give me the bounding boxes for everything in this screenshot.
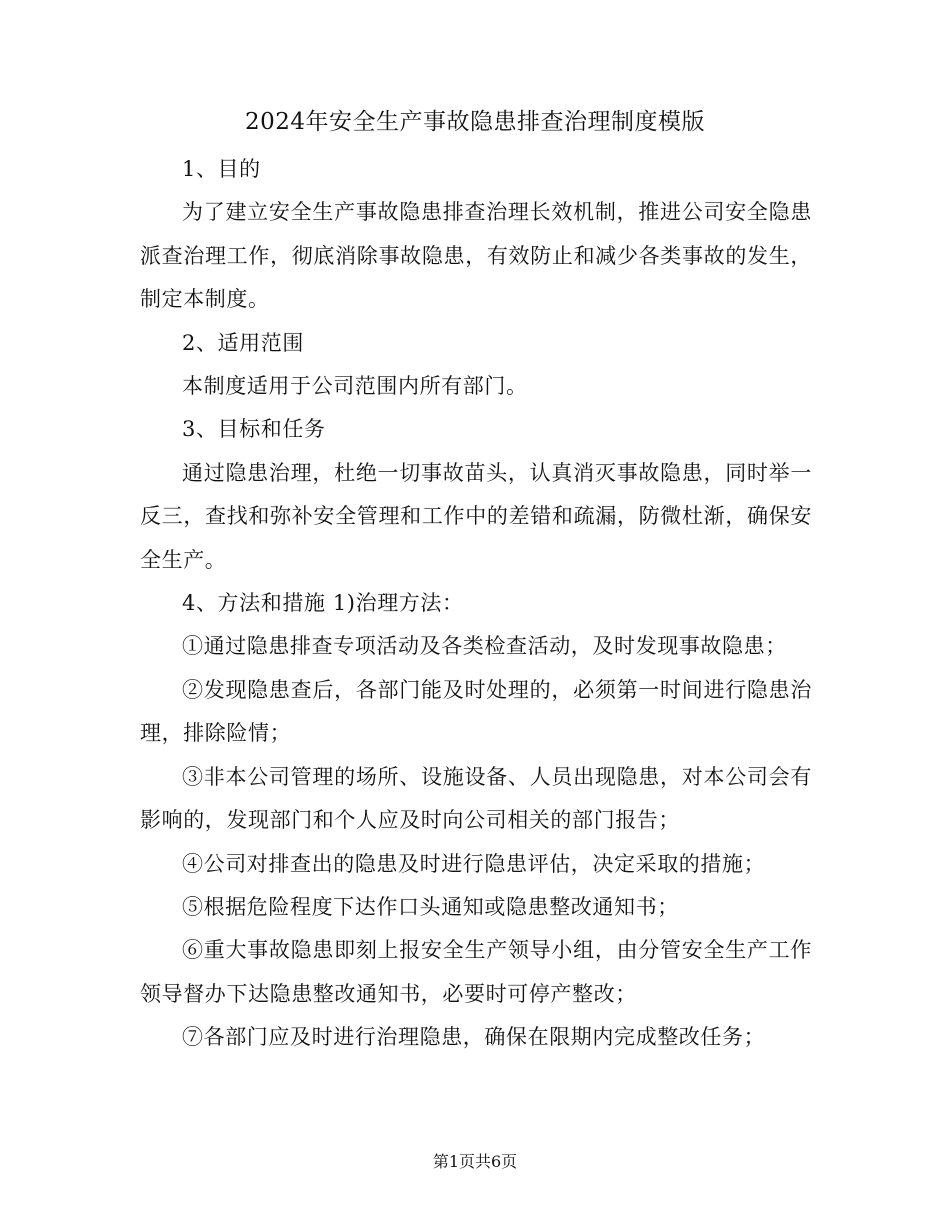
list-item-3: ③非本公司管理的场所、设施设备、人员出现隐患，对本公司会有影响的，发现部门和个人应及时向公司相关的部门报告； [140,764,812,833]
paragraph-scope: 本制度适用于公司范围内所有部门。 [182,374,528,399]
section-heading-goals: 3、目标和任务 [182,417,326,442]
paragraph-goals: 通过隐患治理，杜绝一切事故苗头，认真消灭事故隐患，同时举一反三，查找和弥补安全管理和工作中的差错和疏漏，防微杜渐，确保安全生产。 [140,460,812,572]
section-heading-scope: 2、适用范围 [182,330,304,355]
section-heading-methods: 4、方法和措施 1)治理方法： [182,591,464,616]
page-number-footer: 第1页共6页 [432,1152,518,1171]
list-item-2: ②发现隐患查后，各部门能及时处理的，必须第一时间进行隐患治理，排除险情； [140,677,812,746]
list-item-1: ①通过隐患排查专项活动及各类检查活动，及时发现事故隐患； [182,634,787,659]
list-item-6: ⑥重大事故隐患即刻上报安全生产领导小组，由分管安全生产工作领导督办下达隐患整改通知书，必要时可停产整改； [140,938,812,1006]
section-heading-purpose: 1、目的 [182,157,261,181]
list-item-4: ④公司对排查出的隐患及时进行隐患评估，决定采取的措施； [182,851,766,876]
document-title: 2024年安全生产事故隐患排查治理制度模版 [244,109,706,135]
paragraph-purpose: 为了建立安全生产事故隐患排查治理长效机制，推进公司安全隐患派查治理工作，彻底消除事故隐患，有效防止和减少各类事故的发生，制定本制度。 [140,200,812,312]
list-item-7: ⑦各部门应及时进行治理隐患，确保在限期内完成整改任务； [182,1025,766,1050]
list-item-5: ⑤根据危险程度下达作口头通知或隐患整改通知书； [182,894,679,919]
document-body [140,148,812,1060]
